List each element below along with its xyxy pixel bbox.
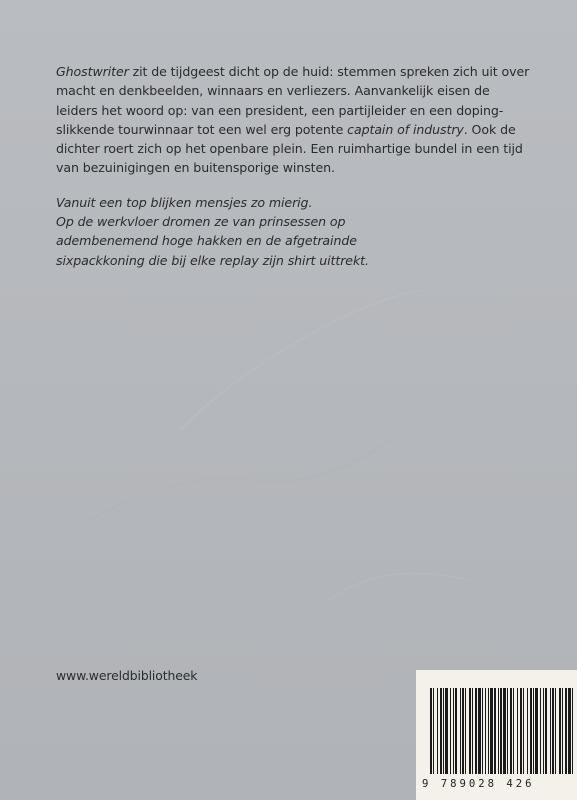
barcode-bar (503, 688, 506, 774)
poem-excerpt (56, 193, 534, 270)
barcode-bar (510, 688, 512, 774)
barcode-bar (494, 688, 496, 774)
blurb-paragraph (56, 62, 534, 178)
barcode-bar (469, 688, 471, 774)
barcode-bar (520, 688, 522, 774)
barcode-bar (550, 688, 551, 774)
barcode-bar (478, 688, 481, 774)
barcode-bar (460, 688, 461, 774)
barcode-bar (572, 688, 573, 774)
barcode-bar (500, 688, 502, 774)
blurb-text-part-1: zit de tijdgeest dicht op de huid: stemmen spreken zich uit over macht en denkbeelden, winnaars en verliezers. Aanvankelijk eisen de leiders het woord op: van een president, een partijleider en een doping-slikkende tourwinnaar tot een wel erg potente (56, 64, 530, 137)
barcode (416, 670, 577, 778)
barcode-bar (540, 688, 541, 774)
publisher-url: www.wereldbibliotheek (56, 668, 198, 683)
barcode-bar (450, 688, 451, 774)
barcode-bar (552, 688, 554, 774)
barcode-bar (530, 688, 532, 774)
barcode-bar (559, 688, 561, 774)
barcode-bar (453, 688, 454, 774)
barcode-bar (517, 688, 518, 774)
book-title: Ghostwriter (56, 64, 129, 79)
barcode-bar (535, 688, 538, 774)
barcode-bar (455, 688, 457, 774)
poem-line: Vanuit een top blijken mensjes zo mierig. (56, 194, 313, 210)
barcode-bar (498, 688, 499, 774)
barcode-bar (472, 688, 473, 774)
barcode-bar (440, 688, 442, 774)
barcode-bar (482, 688, 483, 774)
poem-line: Op de werkvloer dromen ze van prinsessen op (56, 214, 346, 230)
barcode-bar (437, 688, 438, 774)
barcode-bar (527, 688, 528, 774)
poem-line: sixpackkoning die bij elke replay zijn shirt uittrekt. (56, 252, 369, 268)
barcode-bar (513, 688, 514, 774)
isbn-number: 9 789028 426 (422, 778, 535, 790)
barcode-bar (445, 688, 448, 774)
blurb-text (56, 62, 534, 270)
barcode-bar (545, 688, 547, 774)
blurb-text-part-2: . Ook de dichter roert zich op het openbare plein. Een ruimhartige bundel in een tijd van bezuinigingen en buitensporige winsten. (56, 121, 523, 176)
barcode-bar (565, 688, 567, 774)
barcode-bar (543, 688, 544, 774)
italic-phrase: captain of industry (347, 121, 464, 137)
barcode-bar (488, 688, 489, 774)
barcode-bar (490, 688, 493, 774)
barcode-bar (562, 688, 563, 774)
barcode-bar (462, 688, 464, 774)
barcode-label (416, 670, 577, 800)
barcode-bar (523, 688, 524, 774)
barcode-bar (507, 688, 508, 774)
barcode-bar (443, 688, 444, 774)
barcode-bar (430, 688, 432, 774)
barcode-bar (555, 688, 556, 774)
barcode-bar (485, 688, 486, 774)
barcode-bar (433, 688, 434, 774)
barcode-bar (465, 688, 466, 774)
barcode-bar (475, 688, 477, 774)
poem-line: adembenemend hoge hakken en de afgetrainde (56, 233, 357, 249)
barcode-bar (533, 688, 534, 774)
barcode-bar (568, 688, 571, 774)
